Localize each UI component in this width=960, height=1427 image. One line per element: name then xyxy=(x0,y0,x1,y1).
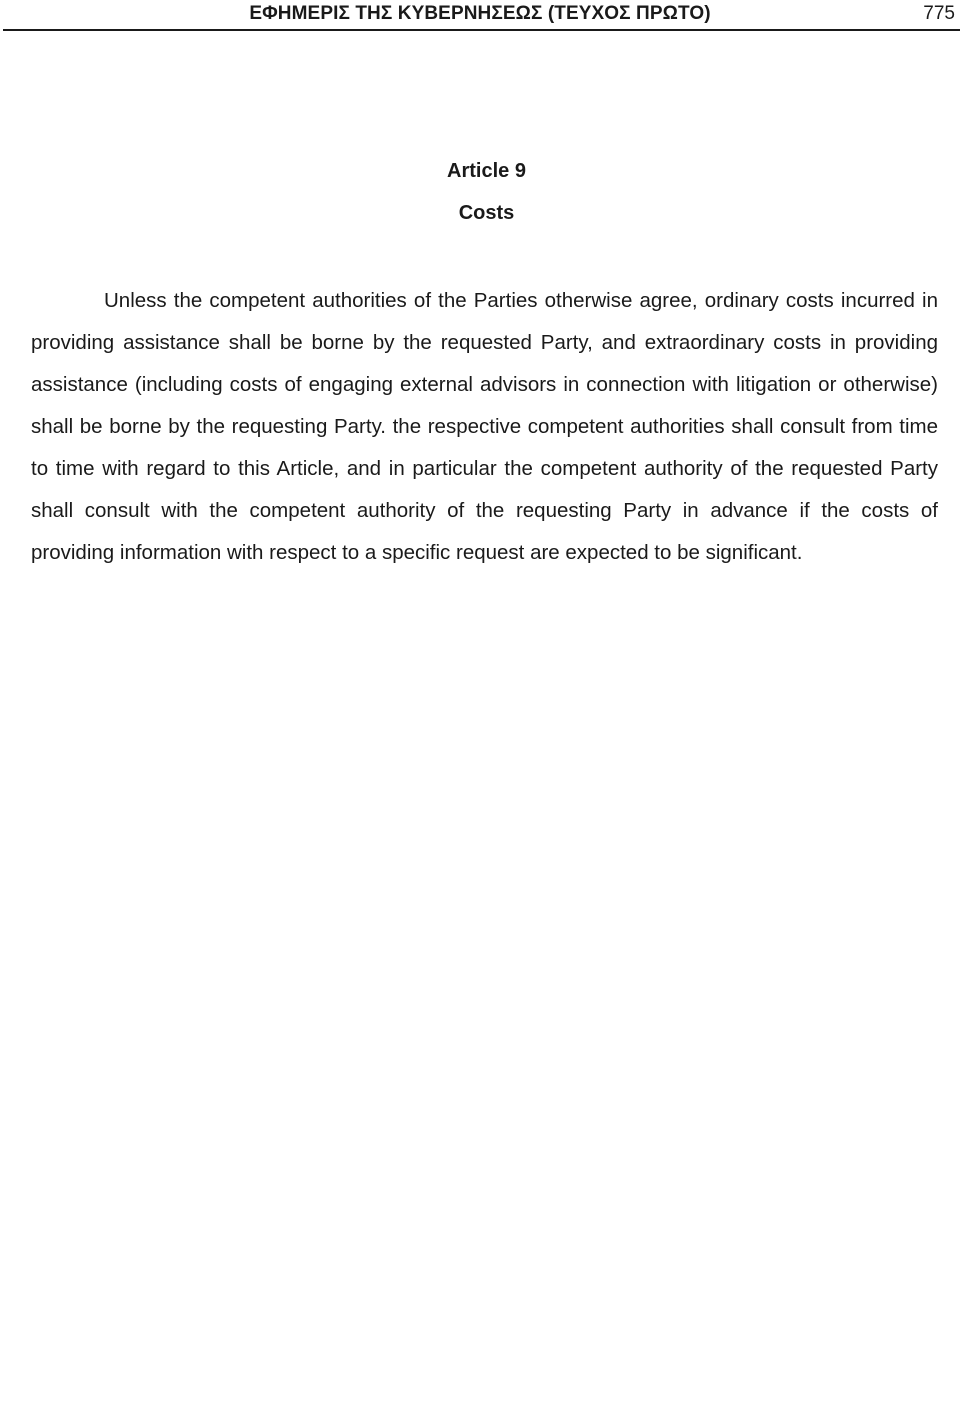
running-header xyxy=(0,0,960,32)
article-body: Unless the competent authorities of the Parties otherwise agree, ordinary costs incurred in providing assistance shall be borne by the requested Party, and extraordinary costs in providing assistance (including costs of engaging external advisors in connection with litigation or otherwise) shall be borne by the requesting Party. the respective competent authorities shall consult from time to time with regard to this Article, and in particular the competent authority of the requested Party shall consult with the competent authority of the requesting Party in advance if the costs of providing information with respect to a specific request are expected to be significant. xyxy=(31,289,938,564)
header-rule xyxy=(3,29,960,31)
article-subheading: Costs xyxy=(458,202,515,224)
header-title: ΕΦΗΜΕΡΙΣ ΤΗΣ ΚΥΒΕΡΝΗΣΕΩΣ (ΤΕΥΧΟΣ ΠΡΩΤΟ) xyxy=(249,3,711,24)
page-number: 775 xyxy=(923,3,955,24)
article-heading: Article 9 xyxy=(447,160,526,182)
